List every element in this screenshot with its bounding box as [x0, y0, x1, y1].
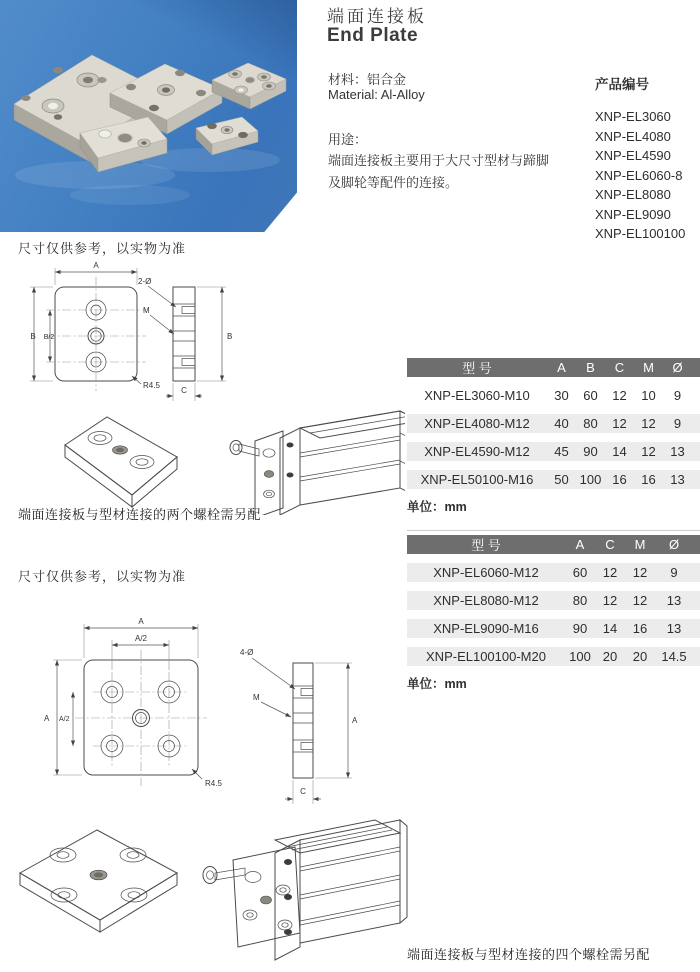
table1-header-b: B [586, 360, 595, 375]
value-cell: 40 [554, 416, 569, 431]
usage-line1: 端面连接板主要用于大尺寸型材与蹄脚 [328, 153, 550, 168]
model-cell: XNP-EL3060-M10 [424, 388, 530, 403]
table2-unit: 单位：mm [407, 677, 467, 691]
table2-header-model: 型 号 [471, 538, 501, 553]
value-cell: 10 [641, 388, 656, 403]
table-row [407, 647, 700, 666]
photo-plate-small-square [212, 63, 286, 109]
value-cell: 13 [670, 444, 685, 459]
table-row [407, 619, 700, 638]
product-code: XNP-EL4080 [595, 128, 671, 144]
dimension-note-1: 尺寸仅供参考，以实物为准 [18, 241, 187, 256]
photo-plates-illustration [0, 0, 297, 232]
value-cell: 12 [632, 593, 648, 608]
value-cell: 14 [602, 621, 618, 636]
drawing-front-side-3hole [20, 255, 235, 405]
value-cell: 60 [583, 388, 598, 403]
d2-dim-a2-left: A/2 [59, 716, 70, 723]
table1-header-a: A [557, 360, 566, 375]
value-cell: 13 [670, 472, 685, 487]
spec-table-1 [407, 358, 700, 515]
model-cell: XNP-EL4590-M12 [424, 444, 530, 459]
product-code: XNP-EL100100 [595, 226, 686, 241]
value-cell: 20 [632, 649, 648, 664]
usage-line2: 及脚轮等配件的连接。 [328, 175, 459, 190]
d2-dim-c: C [300, 787, 306, 796]
value-cell: 14.5 [661, 649, 687, 664]
model-cell: XNP-EL9090-M16 [433, 621, 539, 636]
value-cell: 12 [612, 388, 627, 403]
d1-dim-c: C [181, 386, 187, 395]
d2-dim-a-top: A [138, 617, 144, 626]
value-cell: 12 [632, 565, 648, 580]
table1-header-c: C [614, 360, 625, 375]
d1-holes-label: 2-Ø [138, 277, 152, 286]
table1-header-d: Ø [672, 360, 683, 375]
d2-dim-a-left: A [44, 714, 50, 723]
table1-header-row [407, 358, 700, 377]
value-cell: 20 [602, 649, 618, 664]
product-code: XNP-EL8080 [595, 187, 671, 202]
isometric-plate-3hole [55, 410, 190, 510]
table2-header-c: C [605, 537, 615, 552]
d1-dim-b: B [30, 332, 36, 341]
value-cell: 9 [673, 416, 682, 431]
d2-dim-a2-top: A/2 [134, 634, 148, 643]
product-code: XNP-EL3060 [595, 109, 671, 124]
table2-header-d: Ø [668, 537, 680, 552]
value-cell: 14 [612, 444, 627, 459]
value-cell: 9 [673, 388, 682, 403]
table-row [407, 470, 700, 489]
product-photo [0, 0, 297, 232]
value-cell: 13 [666, 593, 682, 608]
value-cell: 13 [666, 621, 682, 636]
material-zh: 材料：铝合金 [328, 72, 407, 87]
assembly-four-bolts [195, 805, 410, 965]
value-cell: 16 [612, 472, 627, 487]
table-row [407, 563, 700, 582]
assembly-two-bolts [225, 393, 405, 515]
value-cell: 12 [612, 416, 627, 431]
product-code: XNP-EL6060-8 [595, 167, 683, 183]
table-row [407, 386, 700, 405]
table-row [407, 442, 700, 461]
model-cell: XNP-EL8080-M12 [433, 593, 539, 608]
isometric-plate-5hole [15, 820, 185, 945]
model-cell: XNP-EL100100-M20 [426, 649, 546, 664]
dimension-note-2: 尺寸仅供参考，以实物为准 [18, 569, 187, 584]
value-cell: 16 [632, 621, 648, 636]
d2-thread-label: M [253, 693, 260, 702]
table1-unit: 单位：mm [407, 500, 467, 514]
table1-header-m: M [643, 360, 654, 375]
value-cell: 9 [670, 565, 678, 580]
value-cell: 30 [554, 388, 569, 403]
d1-thread-label: M [143, 306, 150, 315]
value-cell: 45 [554, 444, 569, 459]
d2-holes-label: 4-Ø [240, 648, 254, 657]
table2-header-a: A [575, 537, 585, 552]
value-cell: 80 [572, 593, 588, 608]
d1-dim-b2: B/2 [43, 334, 55, 341]
value-cell: 12 [641, 416, 656, 431]
value-cell: 12 [641, 444, 656, 459]
divider-line [407, 530, 700, 531]
d2-radius: R4.5 [205, 779, 222, 788]
value-cell: 90 [583, 444, 598, 459]
product-code: XNP-EL4590 [595, 148, 671, 163]
caption-four-bolts: 端面连接板与型材连接的四个螺栓需另配 [407, 947, 651, 962]
product-codes-label: 产品编号 [595, 77, 649, 92]
value-cell: 16 [641, 472, 656, 487]
d2-dim-a-right: A [352, 716, 358, 725]
value-cell: 12 [602, 593, 618, 608]
table-row [407, 591, 700, 610]
spec-table-2 [407, 535, 700, 692]
d1-dim-a: A [93, 261, 99, 270]
product-codes-list [595, 107, 685, 244]
page-title-en: End Plate [327, 25, 419, 46]
table2-header-m: M [634, 537, 646, 552]
product-code: XNP-EL9090 [595, 206, 671, 222]
value-cell: 100 [569, 649, 591, 664]
material-en: Material: Al-Alloy [328, 87, 425, 102]
caption-two-bolts: 端面连接板与型材连接的两个螺栓需另配 [18, 507, 262, 522]
value-cell: 80 [583, 416, 598, 431]
value-cell: 90 [572, 621, 588, 636]
value-cell: 60 [572, 565, 588, 580]
model-cell: XNP-EL6060-M12 [433, 565, 539, 580]
value-cell: 12 [602, 565, 618, 580]
table1-header-model: 型 号 [462, 361, 492, 376]
d1-dim-b-right: B [227, 332, 233, 341]
model-cell: XNP-EL4080-M12 [424, 416, 530, 431]
page-title-zh: 端面连接板 [327, 7, 427, 26]
usage-label: 用途： [328, 132, 368, 147]
value-cell: 100 [579, 472, 602, 487]
drawing-front-side-5hole [25, 600, 360, 808]
value-cell: 50 [554, 472, 569, 487]
d1-radius: R4.5 [143, 381, 160, 390]
table2-header-row [407, 535, 700, 554]
table-row [407, 414, 700, 433]
model-cell: XNP-EL50100-M16 [420, 472, 534, 487]
